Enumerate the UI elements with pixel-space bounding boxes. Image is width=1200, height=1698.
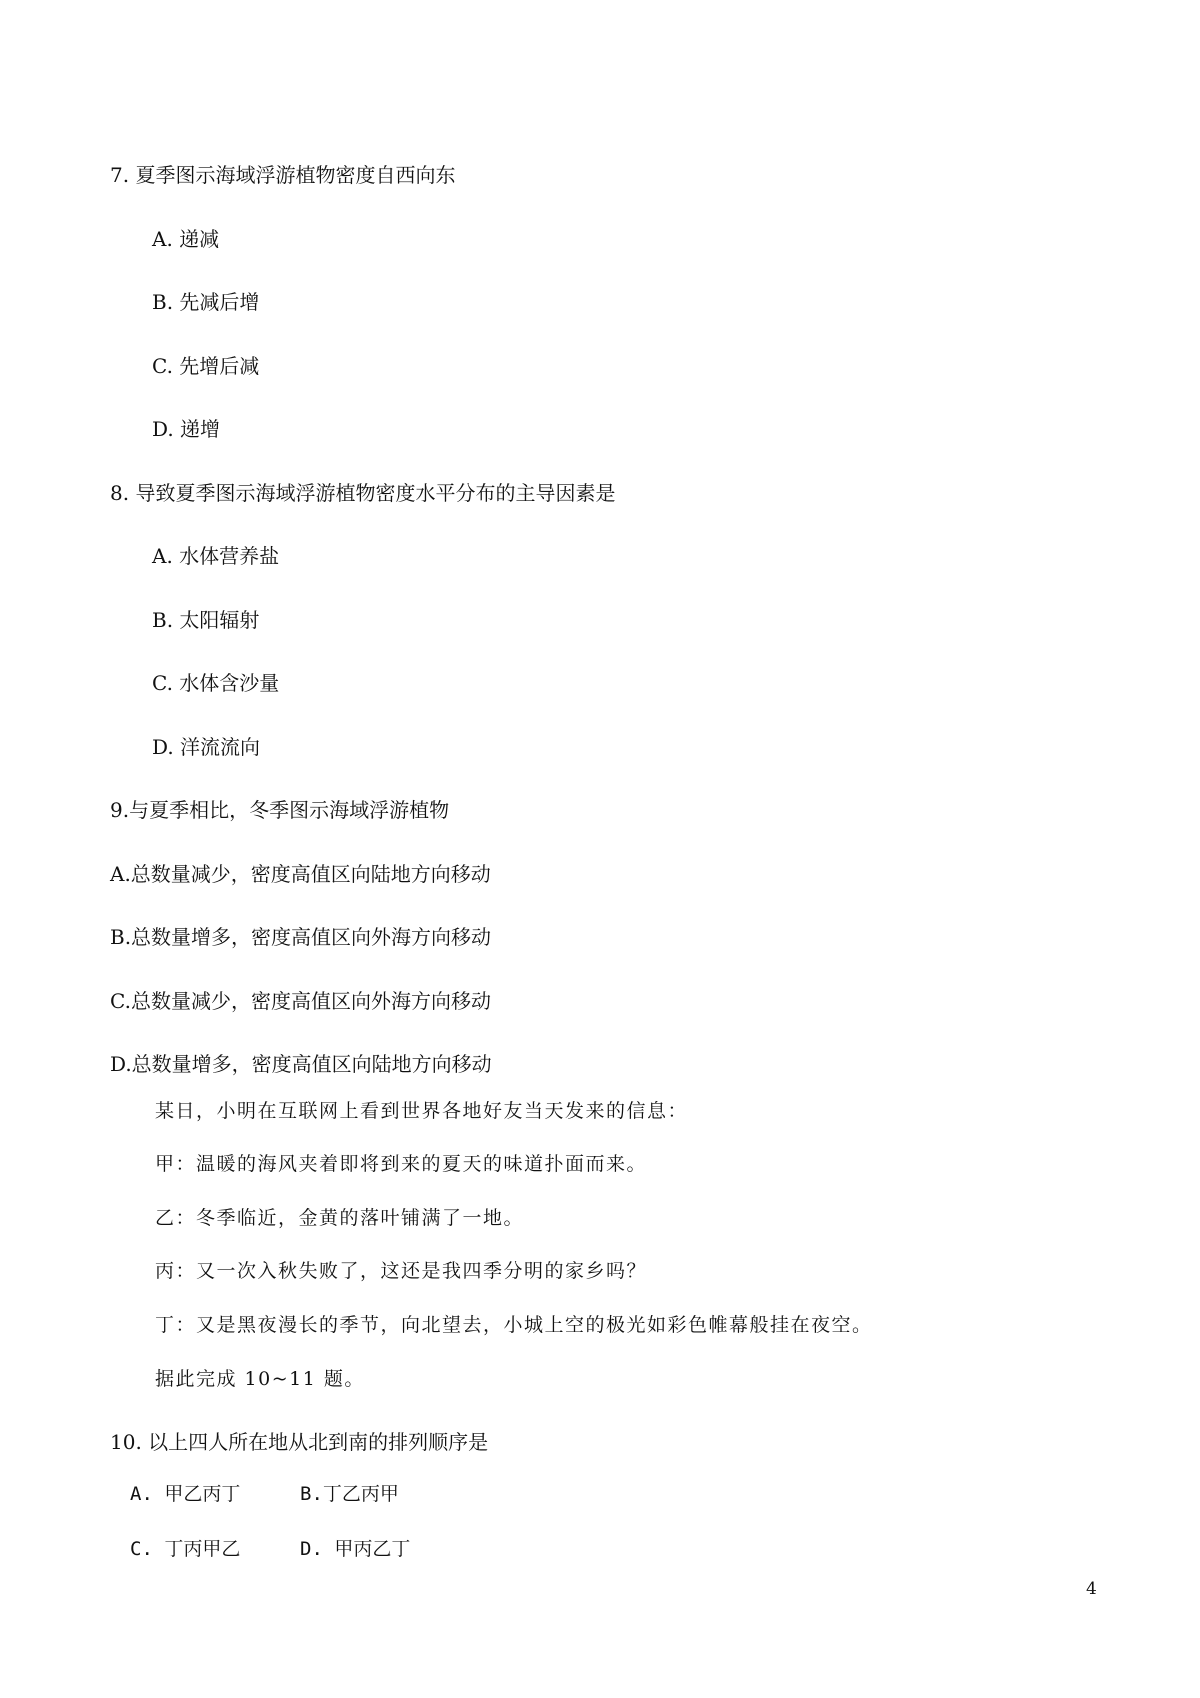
question-10-options-row-1	[0, 1481, 1200, 1507]
question-10-option-c: C. 丁丙甲乙	[130, 1538, 241, 1560]
question-9-option-b: B.总数量增多，密度高值区向外海方向移动	[110, 925, 492, 949]
question-8-stem: 8. 导致夏季图示海域浮游植物密度水平分布的主导因素是	[110, 481, 616, 505]
question-10-option-d: D. 甲丙乙丁	[300, 1538, 411, 1560]
question-9-stem: 9.与夏季相比，冬季图示海域浮游植物	[110, 798, 450, 822]
question-10-option-b: B.丁乙丙甲	[300, 1483, 399, 1505]
passage-intro: 某日，小明在互联网上看到世界各地好友当天发来的信息：	[155, 1100, 689, 1122]
question-9-option-c: C.总数量减少，密度高值区向外海方向移动	[110, 989, 491, 1013]
question-9-option-a: A.总数量减少，密度高值区向陆地方向移动	[110, 862, 491, 886]
question-7-option-c: C. 先增后减	[152, 354, 260, 378]
message-bing: 丙：又一次入秋失败了，这还是我四季分明的家乡吗？	[155, 1260, 648, 1282]
question-8-option-c: C. 水体含沙量	[152, 671, 280, 695]
question-9-option-d: D.总数量增多，密度高值区向陆地方向移动	[110, 1052, 492, 1076]
message-ding: 丁：又是黑夜漫长的季节，向北望去，小城上空的极光如彩色帷幕般挂在夜空。	[155, 1314, 873, 1336]
question-7-option-a: A. 递减	[152, 227, 220, 251]
question-8-option-a: A. 水体营养盐	[152, 544, 280, 568]
passage-instruction: 据此完成 10~11 题。	[155, 1368, 365, 1390]
question-10-options-row-2	[0, 1536, 1200, 1562]
question-7-stem: 7. 夏季图示海域浮游植物密度自西向东	[110, 163, 456, 187]
question-7-option-b: B. 先减后增	[152, 290, 260, 314]
question-8-option-b: B. 太阳辐射	[152, 608, 260, 632]
message-yi: 乙：冬季临近，金黄的落叶铺满了一地。	[155, 1207, 525, 1229]
question-8-option-d: D. 洋流流向	[152, 735, 261, 759]
page-number: 4	[1086, 1579, 1097, 1599]
question-7-option-d: D. 递增	[152, 417, 221, 441]
question-10-stem: 10. 以上四人所在地从北到南的排列顺序是	[110, 1430, 489, 1454]
question-10-option-a: A. 甲乙丙丁	[130, 1483, 241, 1505]
message-jia: 甲：温暖的海风夹着即将到来的夏天的味道扑面而来。	[155, 1153, 648, 1175]
